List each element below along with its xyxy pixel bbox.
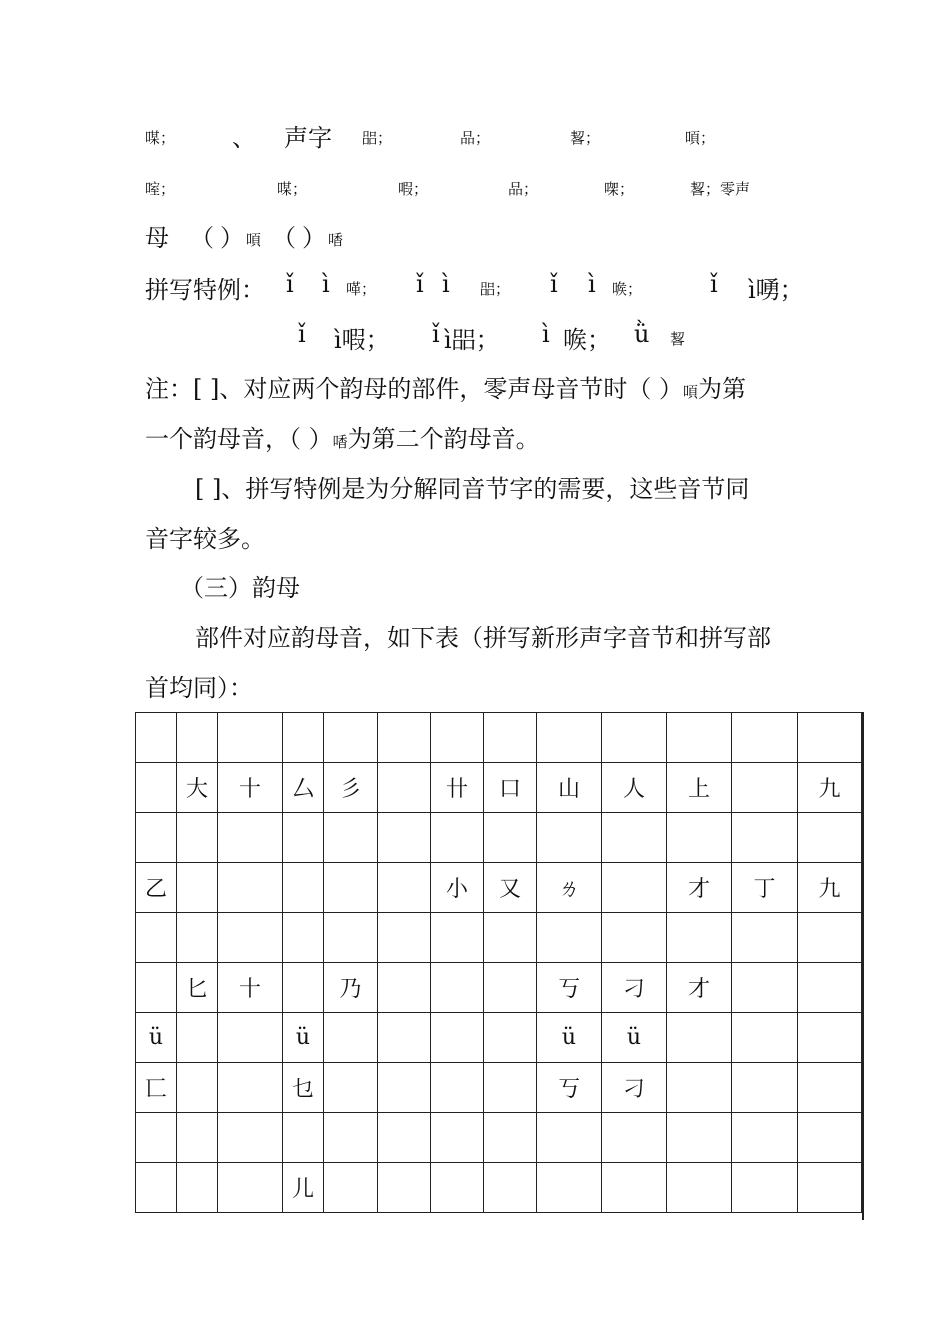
table-cell (602, 1163, 667, 1213)
glyph-text: 品； (508, 180, 539, 198)
table-row (136, 1013, 862, 1063)
table-cell: ü (537, 1013, 602, 1063)
table-cell (602, 863, 667, 913)
table-cell (218, 1113, 283, 1163)
table-cell (484, 1163, 537, 1213)
table-cell (667, 1113, 732, 1163)
table-cell (136, 1163, 177, 1213)
table-cell (484, 1063, 537, 1113)
table-cell: 上 (667, 763, 732, 813)
table-cell (484, 1113, 537, 1163)
table-cell (177, 863, 218, 913)
table-cell (177, 1113, 218, 1163)
table-cell (732, 963, 798, 1013)
pinyin: ì㗈； (748, 276, 804, 304)
table-cell (177, 913, 218, 963)
table-row (136, 713, 862, 763)
note2-line-2: 音字较多。 (145, 525, 265, 553)
text-mu: 母 (145, 224, 169, 252)
table-cell: 山 (537, 763, 602, 813)
table-cell (798, 713, 862, 763)
table-cell (218, 713, 283, 763)
pinyin: ì (588, 270, 596, 298)
table-cell (378, 863, 431, 913)
pinyin: ǐ (710, 270, 718, 298)
glyph-text: 㗉 (670, 330, 686, 348)
table-cell: 厶 (283, 763, 324, 813)
table-cell (324, 1063, 378, 1113)
table-cell (667, 1063, 732, 1113)
open-paren: （ (190, 224, 214, 252)
table-cell (537, 713, 602, 763)
table-cell (798, 1163, 862, 1213)
table-row (136, 863, 862, 913)
table-cell (431, 1163, 484, 1213)
table-cell (484, 1013, 537, 1063)
table-row (136, 1113, 862, 1163)
table-cell: 匸 (136, 1063, 177, 1113)
glyph-text: 㗊； (480, 280, 511, 298)
table-cell (667, 713, 732, 763)
pinyin: ǐ (298, 320, 306, 348)
table-cell: 匕 (177, 963, 218, 1013)
table-cell (177, 1013, 218, 1063)
table-cell (324, 813, 378, 863)
table-cell: 人 (602, 763, 667, 813)
text-shengzi: 声字 (284, 124, 332, 152)
table-cell (218, 1163, 283, 1213)
section-heading: （三）韵母 (180, 574, 300, 602)
table-cell (484, 963, 537, 1013)
table-cell (732, 1063, 798, 1113)
table-cell: ㄌ (537, 863, 602, 913)
note-line-2 (145, 419, 800, 454)
table-cell: 才 (667, 863, 732, 913)
open-paren: （ (272, 224, 296, 252)
table-cell (136, 1113, 177, 1163)
table-cell (283, 813, 324, 863)
table-cell (218, 813, 283, 863)
table-cell (283, 963, 324, 1013)
glyph-text: 㗍 (332, 433, 348, 451)
glyph-text: 㗊； (362, 129, 393, 147)
table-cell (283, 1113, 324, 1163)
pinyin: ì (442, 270, 450, 298)
table-cell (798, 1013, 862, 1063)
table-cell (602, 813, 667, 863)
table-cell (218, 1013, 283, 1063)
table-cell (324, 863, 378, 913)
table-cell (667, 813, 732, 863)
table-cell (732, 1113, 798, 1163)
table-cell: 刁 (602, 1063, 667, 1113)
table-row (136, 763, 862, 813)
glyph-text: 㗋； (612, 280, 643, 298)
glyph-text: 㗉；零声 (690, 180, 751, 198)
glyph-text: 㗍 (328, 231, 344, 249)
table-cell (798, 1063, 862, 1113)
table-cell (484, 713, 537, 763)
table-cell (136, 713, 177, 763)
glyph-text: 㗇； (398, 180, 429, 198)
para3-line-1: 部件对应韵母音，如下表（拼写新形声字音节和拼写部 (195, 624, 771, 652)
table-cell (378, 1013, 431, 1063)
pinyin: ǐ (286, 270, 294, 298)
note-text: 为第二个韵母音。 (347, 425, 540, 453)
table-cell (324, 1163, 378, 1213)
table-cell (602, 713, 667, 763)
table-cell (431, 813, 484, 863)
para3-line-2: 首均同）： (145, 674, 253, 702)
glyph-text: 㗎； (604, 180, 635, 198)
table-cell: ü (283, 1013, 324, 1063)
table-cell (283, 863, 324, 913)
table-cell (378, 1163, 431, 1213)
table-cell (136, 763, 177, 813)
table-cell (431, 913, 484, 963)
table-cell: ü (602, 1013, 667, 1063)
table-cell (378, 763, 431, 813)
table-cell: 彡 (324, 763, 378, 813)
table-cell (283, 913, 324, 963)
table-cell (602, 1113, 667, 1163)
table-cell (324, 1113, 378, 1163)
table-cell: 丁 (732, 863, 798, 913)
table-cell (798, 963, 862, 1013)
pinyin: ǐ (416, 270, 424, 298)
table-cell (378, 1063, 431, 1113)
table-cell (798, 1113, 862, 1163)
pinyin: ǜ (634, 320, 650, 348)
table-cell (667, 913, 732, 963)
table-cell (732, 763, 798, 813)
table-row (136, 1063, 862, 1113)
table-row (136, 963, 862, 1013)
table-cell (484, 813, 537, 863)
table-row (136, 813, 862, 863)
table-row (136, 1163, 862, 1213)
table-cell (798, 913, 862, 963)
glyph-text: 㗌； (145, 180, 176, 198)
note2-line-1: [ ]、拼写特例是为分解同音节字的需要，这些音节同 (195, 475, 750, 503)
table-cell (283, 713, 324, 763)
final-components-table (135, 712, 862, 1213)
table-cell: 儿 (283, 1163, 324, 1213)
table-cell: 九 (798, 863, 862, 913)
label-pinxie-teli: 拼写特例： (145, 276, 265, 304)
table-cell (431, 1013, 484, 1063)
table-cell: 十 (218, 963, 283, 1013)
table-cell (431, 963, 484, 1013)
table-cell: 丂 (537, 963, 602, 1013)
glyph-text: 㗉； (570, 129, 601, 147)
table-cell (537, 813, 602, 863)
close-paren: ） (220, 224, 244, 252)
note-text: 注：[ ]、对应两个韵母的部件，零声母音节时（ ） (145, 375, 683, 403)
glyph-text: 㖽 (246, 231, 262, 249)
table-cell (218, 1063, 283, 1113)
pinyin: ǐ (432, 320, 440, 348)
table-cell (602, 913, 667, 963)
table-cell: 乙 (136, 863, 177, 913)
glyph-text: 㗋； (563, 326, 611, 354)
table-cell (798, 813, 862, 863)
table-cell (732, 813, 798, 863)
close-paren: ） (302, 224, 326, 252)
pinyin: ì㗊； (444, 326, 500, 354)
table-cell (484, 913, 537, 963)
table-right-border (862, 712, 864, 1220)
table-cell (218, 913, 283, 963)
table-cell (431, 713, 484, 763)
table-cell (732, 1013, 798, 1063)
pinyin: ì㗇； (334, 326, 390, 354)
table-cell (732, 1163, 798, 1213)
table-cell (537, 1163, 602, 1213)
glyph-text: 㖽； (685, 129, 716, 147)
glyph-text: 㖼； (145, 129, 176, 147)
table-cell (136, 913, 177, 963)
pinyin: ǐ (550, 270, 558, 298)
table-cell (378, 1113, 431, 1163)
table-cell: 口 (484, 763, 537, 813)
table-cell (378, 713, 431, 763)
table-cell (177, 1063, 218, 1113)
table-cell (324, 1013, 378, 1063)
table-cell: 乃 (324, 963, 378, 1013)
table-cell (667, 1013, 732, 1063)
table-cell: 丂 (537, 1063, 602, 1113)
glyph-text: 㖼； (277, 180, 308, 198)
glyph-text: 㗆； (346, 280, 377, 298)
table-cell (732, 713, 798, 763)
table-cell: 小 (431, 863, 484, 913)
pinyin: ì (542, 320, 550, 348)
table-cell (378, 913, 431, 963)
table-cell (732, 913, 798, 963)
table-cell: 大 (177, 763, 218, 813)
table-cell: 又 (484, 863, 537, 913)
table-cell (136, 963, 177, 1013)
table-cell (324, 913, 378, 963)
table-cell (177, 813, 218, 863)
note-text: 一个韵母音，（ ） (145, 425, 333, 453)
table-cell (431, 1063, 484, 1113)
table-cell: ü (136, 1013, 177, 1063)
table-cell (431, 1113, 484, 1163)
table-cell (537, 913, 602, 963)
table-cell (324, 713, 378, 763)
table-row (136, 913, 862, 963)
table-cell (378, 963, 431, 1013)
table-cell (177, 1163, 218, 1213)
glyph-text: 㖽 (682, 383, 698, 401)
table-cell (177, 713, 218, 763)
note-line-1 (145, 369, 800, 404)
table-cell: 卄 (431, 763, 484, 813)
table-cell: 刁 (602, 963, 667, 1013)
glyph-text: 品； (460, 129, 491, 147)
table-cell (537, 1113, 602, 1163)
table-cell (136, 813, 177, 863)
punctuation: 、 (232, 124, 256, 152)
table-cell (667, 1163, 732, 1213)
table-cell: 乜 (283, 1063, 324, 1113)
table-cell: 才 (667, 963, 732, 1013)
table-cell: 九 (798, 763, 862, 813)
note-text: 为第 (698, 375, 746, 403)
table-cell: 十 (218, 763, 283, 813)
table-cell (218, 863, 283, 913)
pinyin: ì (322, 270, 330, 298)
table-cell (378, 813, 431, 863)
